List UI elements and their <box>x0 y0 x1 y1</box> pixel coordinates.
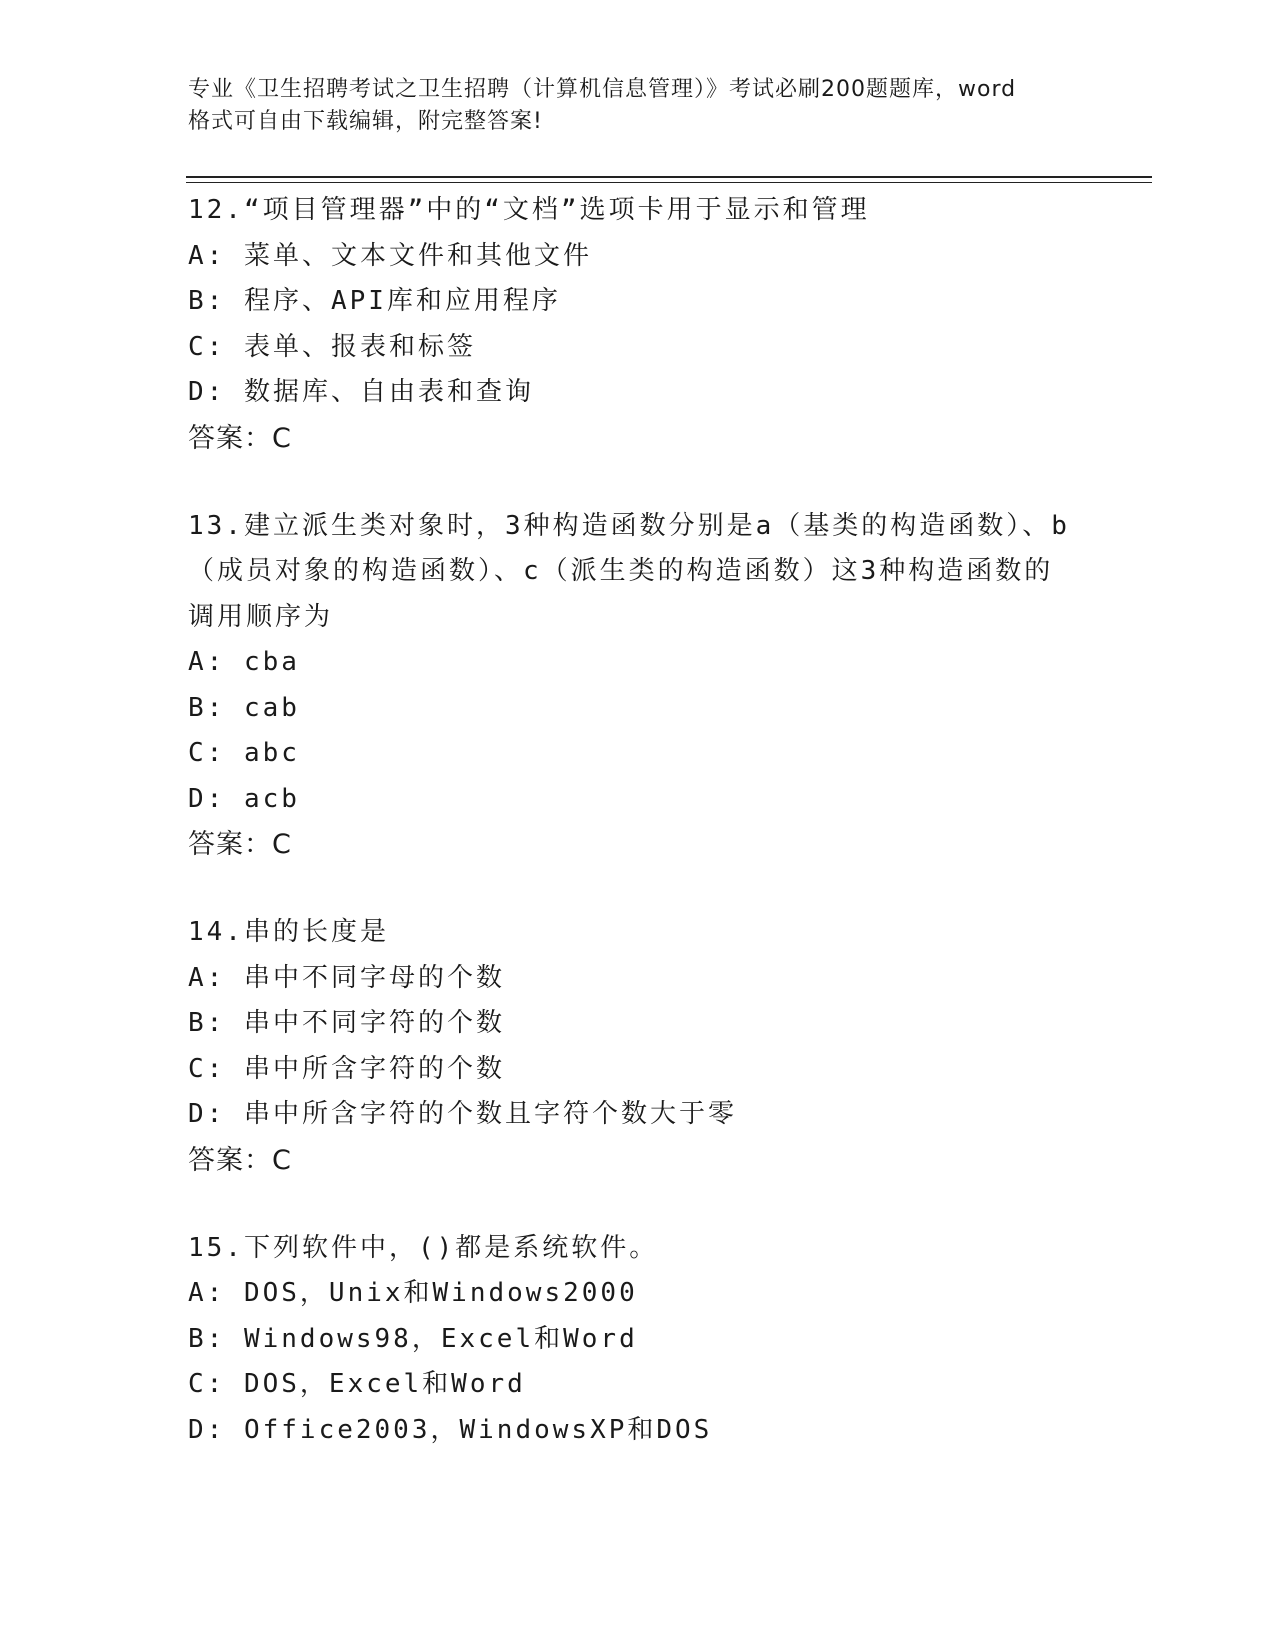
question-stem-line: （成员对象的构造函数）、c（派生类的构造函数）这3种构造函数的 <box>188 556 1054 586</box>
option-a: A: cba <box>188 647 300 677</box>
question-stem-line: 13.建立派生类对象时，3种构造函数分别是a（基类的构造函数）、b <box>188 510 1070 541</box>
document-header <box>188 74 1088 138</box>
option-d: D: 串中所含字符的个数且字符个数大于零 <box>188 1099 737 1129</box>
option-a: A: DOS，Unix和Windows2000 <box>188 1278 638 1308</box>
header-divider-thick <box>186 176 1152 178</box>
option-b: B: 程序、API库和应用程序 <box>188 286 561 316</box>
header-line-2: 格式可自由下载编辑，附完整答案! <box>188 109 543 134</box>
option-c: C: 表单、报表和标签 <box>188 331 476 362</box>
question-13 <box>188 504 1088 869</box>
option-d: D: 数据库、自由表和查询 <box>188 377 534 407</box>
question-12 <box>188 188 1088 462</box>
option-b: B: cab <box>188 692 300 723</box>
option-c: C: 串中所含字符的个数 <box>188 1053 505 1084</box>
question-14 <box>188 910 1088 1184</box>
question-15 <box>188 1226 1088 1454</box>
option-c: C: abc <box>188 738 300 768</box>
answer-line: 答案：C <box>188 422 292 454</box>
question-stem-line: 15.下列软件中，()都是系统软件。 <box>188 1232 659 1263</box>
header-line-1: 专业《卫生招聘考试之卫生招聘（计算机信息管理）》考试必刷200题题库，word <box>188 77 1017 102</box>
question-stem-line: 12.“项目管理器”中的“文档”选项卡用于显示和管理 <box>188 195 870 225</box>
option-b: B: Windows98，Excel和Word <box>188 1323 638 1354</box>
option-b: B: 串中不同字符的个数 <box>188 1008 505 1038</box>
question-stem-line: 14.串的长度是 <box>188 917 389 947</box>
option-c: C: DOS，Excel和Word <box>188 1369 526 1399</box>
question-list <box>188 188 1088 1495</box>
option-d: D: acb <box>188 783 300 814</box>
answer-line: 答案：C <box>188 1144 292 1176</box>
option-a: A: 串中不同字母的个数 <box>188 962 505 993</box>
option-d: D: Office2003，WindowsXP和DOS <box>188 1414 713 1445</box>
option-a: A: 菜单、文本文件和其他文件 <box>188 240 592 271</box>
answer-line: 答案：C <box>188 829 292 860</box>
header-divider-thin <box>186 182 1152 183</box>
question-stem-line: 调用顺序为 <box>188 601 334 632</box>
